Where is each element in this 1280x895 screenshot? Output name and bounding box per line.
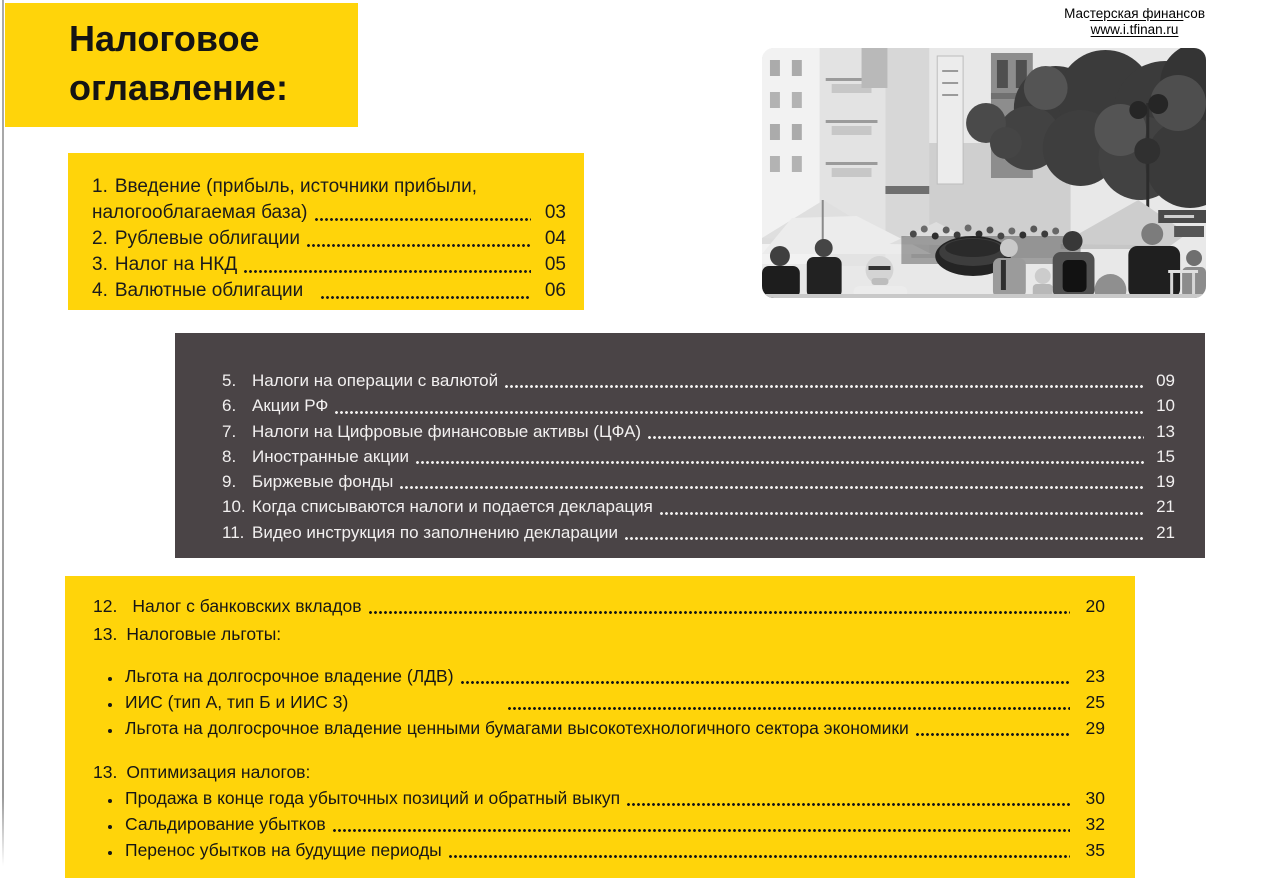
- toc-item-label: Налоги на операции с валютой: [252, 371, 499, 390]
- dot-leader: [400, 486, 1144, 489]
- dot-leader: [307, 244, 531, 247]
- toc-item-label: Иностранные акции: [252, 446, 410, 466]
- toc-item-page: 35: [1085, 840, 1105, 860]
- toc-item-label: Льгота на долгосрочное владение (ЛДВ): [125, 666, 454, 686]
- toc-item-label: Видео инструкция по заполнению декларации: [252, 522, 618, 542]
- spacer: [93, 647, 1105, 663]
- toc-item-label: Акции РФ: [252, 396, 329, 416]
- toc-item-page: 19: [1156, 472, 1175, 492]
- toc-item-number: 13.: [93, 624, 118, 644]
- toc-item-page: 15: [1156, 446, 1175, 466]
- brand-name: [1064, 6, 1205, 22]
- toc-item-label: Льгота на долгосрочное владение ценными бумагами высокотехнологичного сектора экономики: [125, 718, 909, 738]
- dot-leader: [648, 436, 1144, 439]
- toc-item-label: Сальдирование убытков: [125, 814, 326, 834]
- toc-item-number: 3.: [92, 254, 108, 275]
- bullet-dot-icon: [108, 703, 112, 707]
- toc-row-3: [92, 252, 566, 278]
- dot-leader: [416, 461, 1144, 464]
- toc-item-label: Валютные облигации: [114, 280, 304, 301]
- toc-item-label: Продажа в конце года убыточных позиций и обратный выкуп: [125, 788, 621, 808]
- page-title: [5, 3, 358, 127]
- toc-row-4: [92, 278, 566, 304]
- toc-box-items-12-13: [65, 576, 1135, 878]
- toc-heading-optimization: [93, 759, 1105, 785]
- toc-item-number: 11.: [222, 522, 245, 542]
- toc-row-6: [222, 393, 1175, 418]
- toc-heading-label: Оптимизация налогов:: [126, 762, 311, 782]
- dot-leader: [244, 270, 531, 273]
- toc-item-number: 8.: [222, 446, 237, 466]
- toc-item-label: Рублевые облигации: [114, 228, 301, 249]
- toc-item-number: 10.: [222, 497, 246, 517]
- toc-item-label: Налог на НКД: [114, 254, 238, 275]
- dot-leader: [916, 733, 1070, 736]
- brand-name-underlined: терская финан: [1089, 6, 1184, 21]
- toc-item-number: 12.: [93, 596, 118, 616]
- toc-bullet-sell-loss: [93, 785, 1105, 811]
- toc-item-number: 1.: [92, 176, 108, 197]
- toc-row-12: [93, 593, 1105, 619]
- toc-row-10: [222, 494, 1175, 519]
- toc-row-1-line-2: [92, 200, 566, 226]
- toc-item-number: 13.: [93, 762, 118, 782]
- toc-bullet-hightech: [93, 715, 1105, 741]
- bullet-dot-icon: [108, 851, 112, 855]
- dot-leader: [508, 707, 1070, 710]
- toc-bullet-carryforward: [93, 837, 1105, 863]
- dot-leader: [449, 855, 1070, 858]
- toc-item-label: Когда списываются налоги и подается декларация: [252, 497, 653, 517]
- bullet-dot-icon: [108, 825, 112, 829]
- toc-bullet-iis: [93, 689, 1105, 715]
- dot-leader: [625, 537, 1144, 540]
- toc-item-label: Налог с банковских вкладов: [132, 596, 362, 616]
- toc-item-page: 29: [1085, 718, 1105, 738]
- toc-box-items-1-4: [68, 153, 584, 310]
- toc-item-label: Налоги на Цифровые финансовые активы (ЦФА): [252, 421, 642, 441]
- dot-leader: [369, 611, 1070, 614]
- bullet-dot-icon: [108, 729, 112, 733]
- toc-item-number: 5.: [222, 371, 237, 390]
- toc-row-8: [222, 444, 1175, 469]
- dot-leader: [505, 385, 1144, 388]
- brand-name-start: Мас: [1064, 6, 1090, 21]
- toc-item-number: 2.: [92, 228, 108, 249]
- toc-item-label: Биржевые фонды: [252, 472, 394, 492]
- bullet-dot-icon: [108, 677, 112, 681]
- street-photo: [762, 48, 1206, 298]
- bullet-dot-icon: [108, 799, 112, 803]
- toc-heading-benefits: [93, 621, 1105, 647]
- toc-item-page: 13: [1156, 421, 1175, 441]
- page-edge-line: [2, 0, 4, 866]
- toc-heading-label: Налоговые льготы:: [126, 624, 282, 644]
- toc-row-9: [222, 469, 1175, 494]
- toc-item-number: 4.: [92, 280, 108, 301]
- toc-box-items-5-11: [175, 333, 1205, 558]
- dot-leader: [627, 803, 1070, 806]
- toc-item-number: 6.: [222, 396, 237, 416]
- toc-item-label: ИИС (тип А, тип Б и ИИС 3): [125, 692, 349, 712]
- dot-leader: [660, 512, 1144, 515]
- dot-leader: [321, 296, 531, 299]
- toc-item-page: 23: [1085, 666, 1105, 686]
- toc-row-2: [92, 226, 566, 252]
- toc-item-page: 21: [1156, 522, 1175, 542]
- toc-item-page: 06: [544, 280, 566, 301]
- page-title-line-2: оглавление:: [69, 67, 288, 108]
- toc-item-page: 30: [1085, 788, 1105, 808]
- toc-item-page: 10: [1156, 396, 1175, 416]
- toc-row-5: [222, 368, 1175, 393]
- toc-item-label: налогооблагаемая база): [92, 202, 308, 223]
- toc-item-number: 9.: [222, 472, 237, 492]
- toc-item-label: Введение (прибыль, источники прибыли,: [114, 176, 477, 197]
- toc-item-page: 32: [1085, 814, 1105, 834]
- brand-block: [1064, 6, 1205, 38]
- dot-leader: [461, 681, 1070, 684]
- brand-name-end: сов: [1183, 6, 1205, 21]
- toc-row-7: [222, 419, 1175, 444]
- toc-row-1-line-1: [92, 174, 566, 200]
- toc-item-page: 05: [544, 254, 566, 275]
- dot-leader: [315, 218, 531, 221]
- toc-item-label: Перенос убытков на будущие периоды: [125, 840, 442, 860]
- brand-url-link[interactable]: www.i.tfinan.ru: [1090, 22, 1179, 37]
- toc-row-11: [222, 520, 1175, 545]
- dot-leader: [333, 829, 1070, 832]
- toc-item-number: 7.: [222, 421, 237, 441]
- toc-item-page: 04: [544, 228, 566, 249]
- toc-bullet-ldv: [93, 663, 1105, 689]
- toc-item-page: 21: [1156, 497, 1175, 517]
- toc-item-page: 09: [1156, 371, 1175, 390]
- toc-item-page: 25: [1085, 692, 1105, 712]
- toc-item-page: 20: [1085, 596, 1105, 616]
- spacer: [93, 741, 1105, 759]
- toc-item-page: 03: [544, 202, 566, 223]
- dot-leader: [335, 411, 1144, 414]
- toc-bullet-netting: [93, 811, 1105, 837]
- page-title-line-1: Налоговое: [69, 18, 260, 59]
